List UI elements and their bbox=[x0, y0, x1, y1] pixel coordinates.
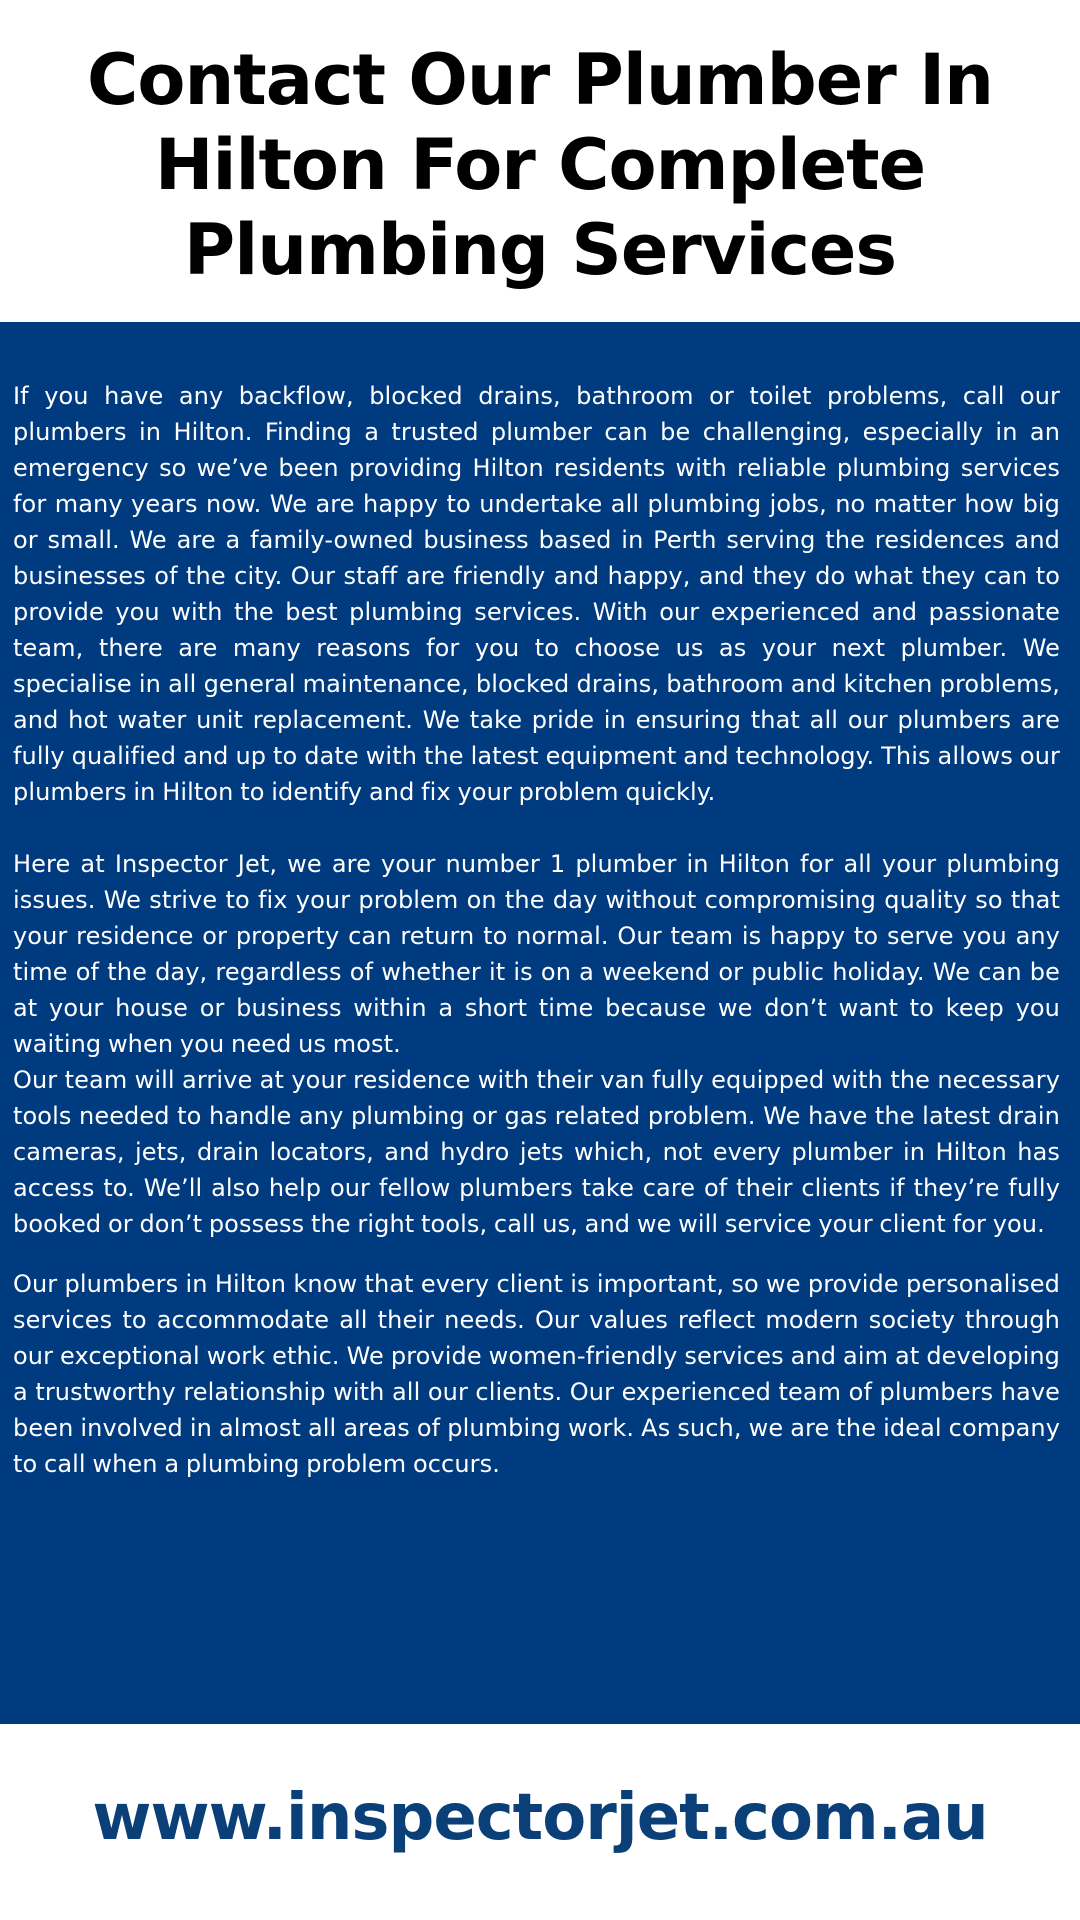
paragraph-personalised-services: Our plumbers in Hilton know that every client is important, so we provide personalised services to accommodate all their needs. Our values reflect modern society through our exceptional work ethic. We provide women-friendly services and aim at developing a trustworthy relationship with all our clients. Our experienced team of plumbers have been involved in almost all areas of plumbing work. As such, we are the ideal company to call when a plumbing problem occurs. bbox=[13, 1270, 1060, 1478]
website-url[interactable]: www.inspectorjet.com.au bbox=[92, 1781, 988, 1855]
footer-section bbox=[0, 1724, 1080, 1920]
header-section bbox=[0, 0, 1080, 322]
paragraph-inspector-jet: Here at Inspector Jet, we are your number 1 plumber in Hilton for all your plumbing issues. We strive to fix your problem on the day without compromising quality so that your residence or property can return to normal. Our team is happy to serve you any time of the day, regardless of whether it is on a weekend or public holiday. We can be at your house or business within a short time because we don’t want to keep you waiting when you need us most. bbox=[13, 850, 1060, 1058]
page-title: Contact Our Plumber In Hilton For Complete Plumbing Services bbox=[87, 38, 993, 291]
paragraph-intro: If you have any backflow, blocked drains, bathroom or toilet problems, call our plumbers in Hilton. Finding a trusted plumber can be challenging, especially in an emergency so we’ve been providing Hilton residents with reliable plumbing services for many years now. We are happy to undertake all plumbing jobs, no matter how big or small. We are a family-owned business based in Perth serving the residences and businesses of the city. Our staff are friendly and happy, and they do what they can to provide you with the best plumbing services. With our experienced and passionate team, there are many reasons for you to choose us as your next plumber. We specialise in all general maintenance, blocked drains, bathroom and kitchen problems, and hot water unit replacement. We take pride in ensuring that all our plumbers are fully qualified and up to date with the latest equipment and technology. This allows our plumbers in Hilton to identify and fix your problem quickly. bbox=[13, 382, 1060, 806]
content-panel bbox=[0, 322, 1080, 1724]
paragraph-team-equipment: Our team will arrive at your residence with their van fully equipped with the necessary tools needed to handle any plumbing or gas related problem. We have the latest drain cameras, jets, drain locators, and hydro jets which, not every plumber in Hilton has access to. We’ll also help our fellow plumbers take care of their clients if they’re fully booked or don’t possess the right tools, call us, and we will service your client for you. bbox=[13, 1066, 1060, 1238]
